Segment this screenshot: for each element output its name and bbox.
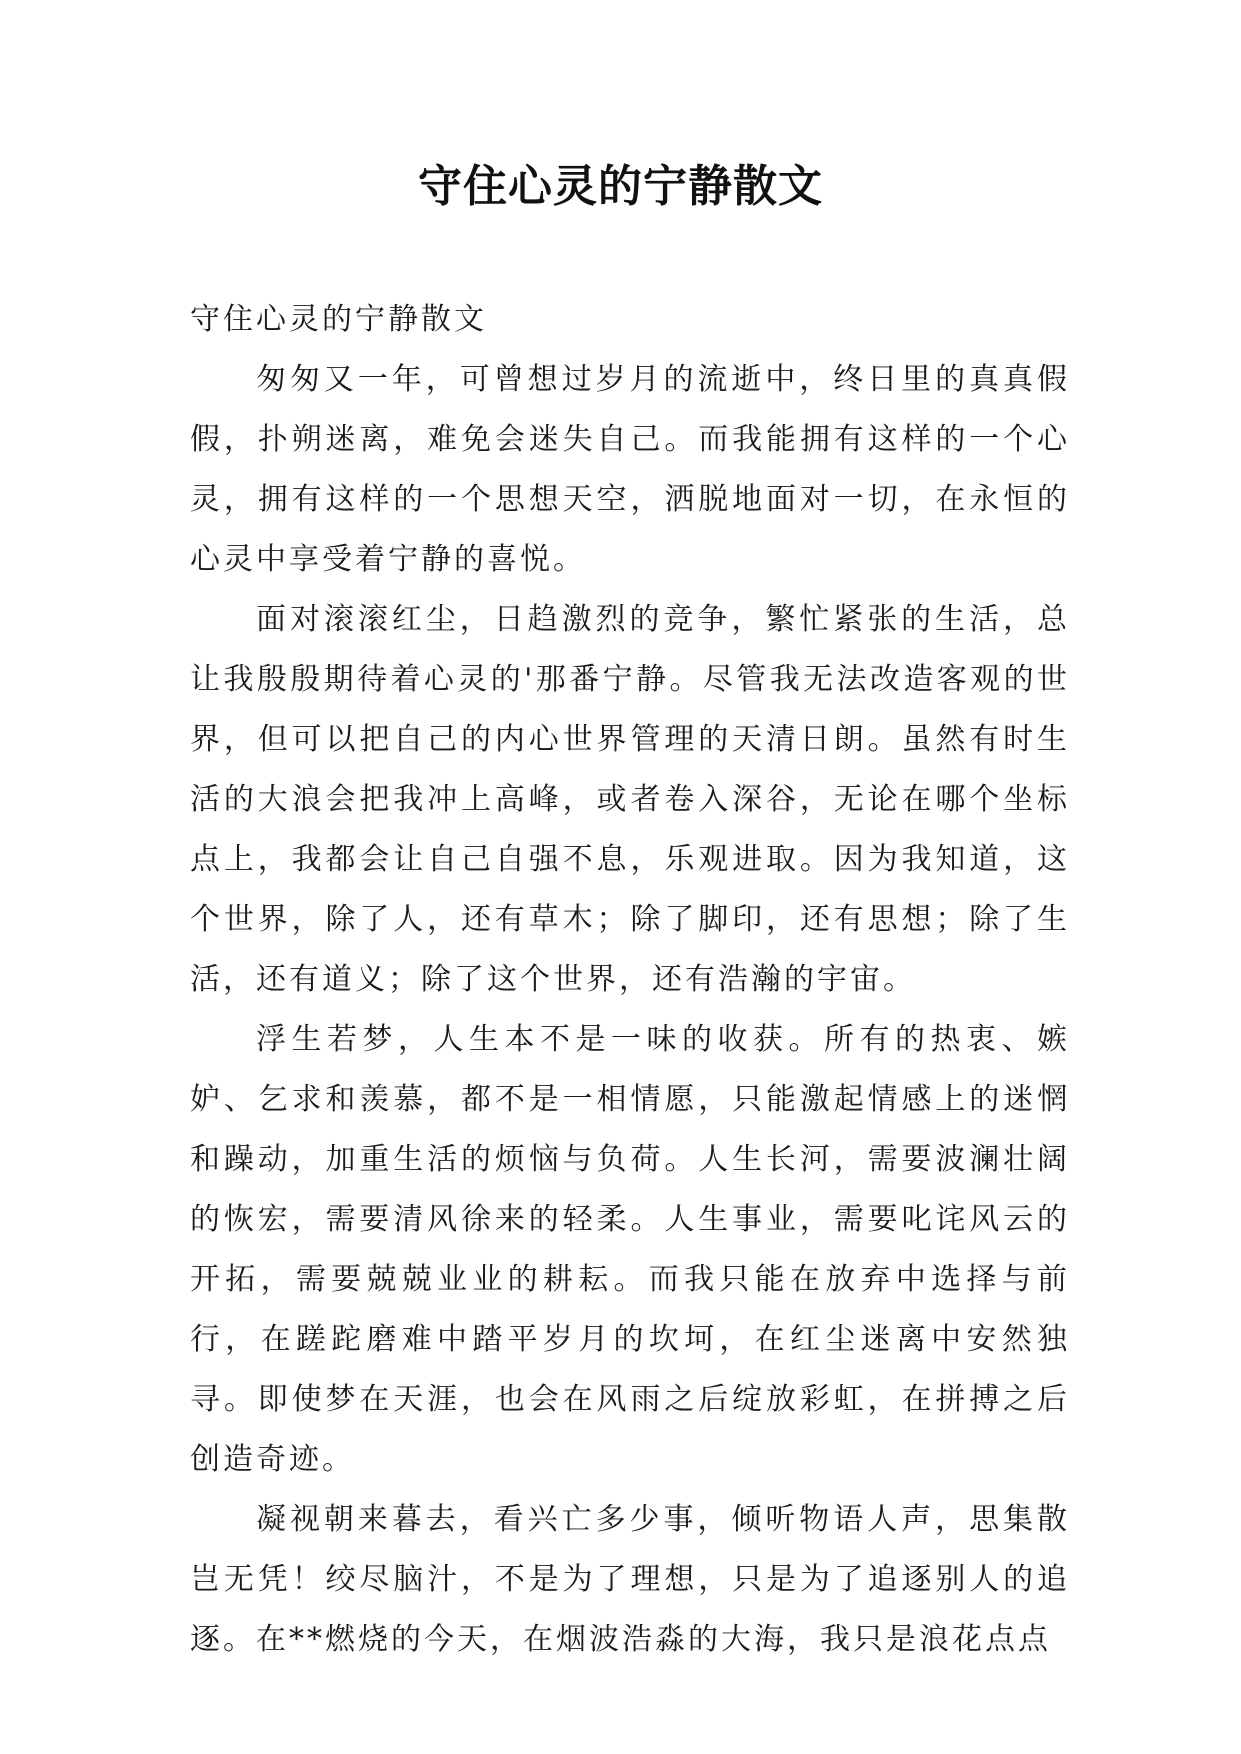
paragraph: 面对滚滚红尘，日趋激烈的竞争，繁忙紧张的生活，总让我殷殷期待着心灵的'那番宁静。尽管我无法改造客观的世界，但可以把自己的内心世界管理的天清日朗。虽然有时生活的大浪会把我冲上高峰，或者卷入深谷，无论在哪个坐标点上，我都会让自己自强不息，乐观进取。因为我知道，这个世界，除了人，还有草木；除了脚印，还有思想；除了生活，还有道义；除了这个世界，还有浩瀚的宇宙。: [190, 602, 1070, 997]
document-subtitle: 守住心灵的宁静散文: [190, 302, 487, 337]
document-body: [190, 290, 1070, 1670]
paragraph: 凝视朝来暮去，看兴亡多少事，倾听物语人声，思集散岂无凭！绞尽脑汁，不是为了理想，只是为了追逐别人的追逐。在**燃烧的今天，在烟波浩淼的大海，我只是浪花点点: [190, 1502, 1070, 1657]
paragraph: 匆匆又一年，可曾想过岁月的流逝中，终日里的真真假假，扑朔迷离，难免会迷失自己。而我能拥有这样的一个心灵，拥有这样的一个思想天空，洒脱地面对一切，在永恒的心灵中享受着宁静的喜悦。: [190, 362, 1070, 577]
document-title: 守住心灵的宁静散文: [418, 161, 823, 212]
paragraph: 浮生若梦，人生本不是一味的收获。所有的热衷、嫉妒、乞求和羡慕，都不是一相情愿，只能激起情感上的迷惘和躁动，加重生活的烦恼与负荷。人生长河，需要波澜壮阔的恢宏，需要清风徐来的轻柔。人生事业，需要叱诧风云的开拓，需要兢兢业业的耕耘。而我只能在放弃中选择与前行，在蹉跎磨难中踏平岁月的坎坷，在红尘迷离中安然独寻。即使梦在天涯，也会在风雨之后绽放彩虹，在拼搏之后创造奇迹。: [190, 1022, 1070, 1477]
